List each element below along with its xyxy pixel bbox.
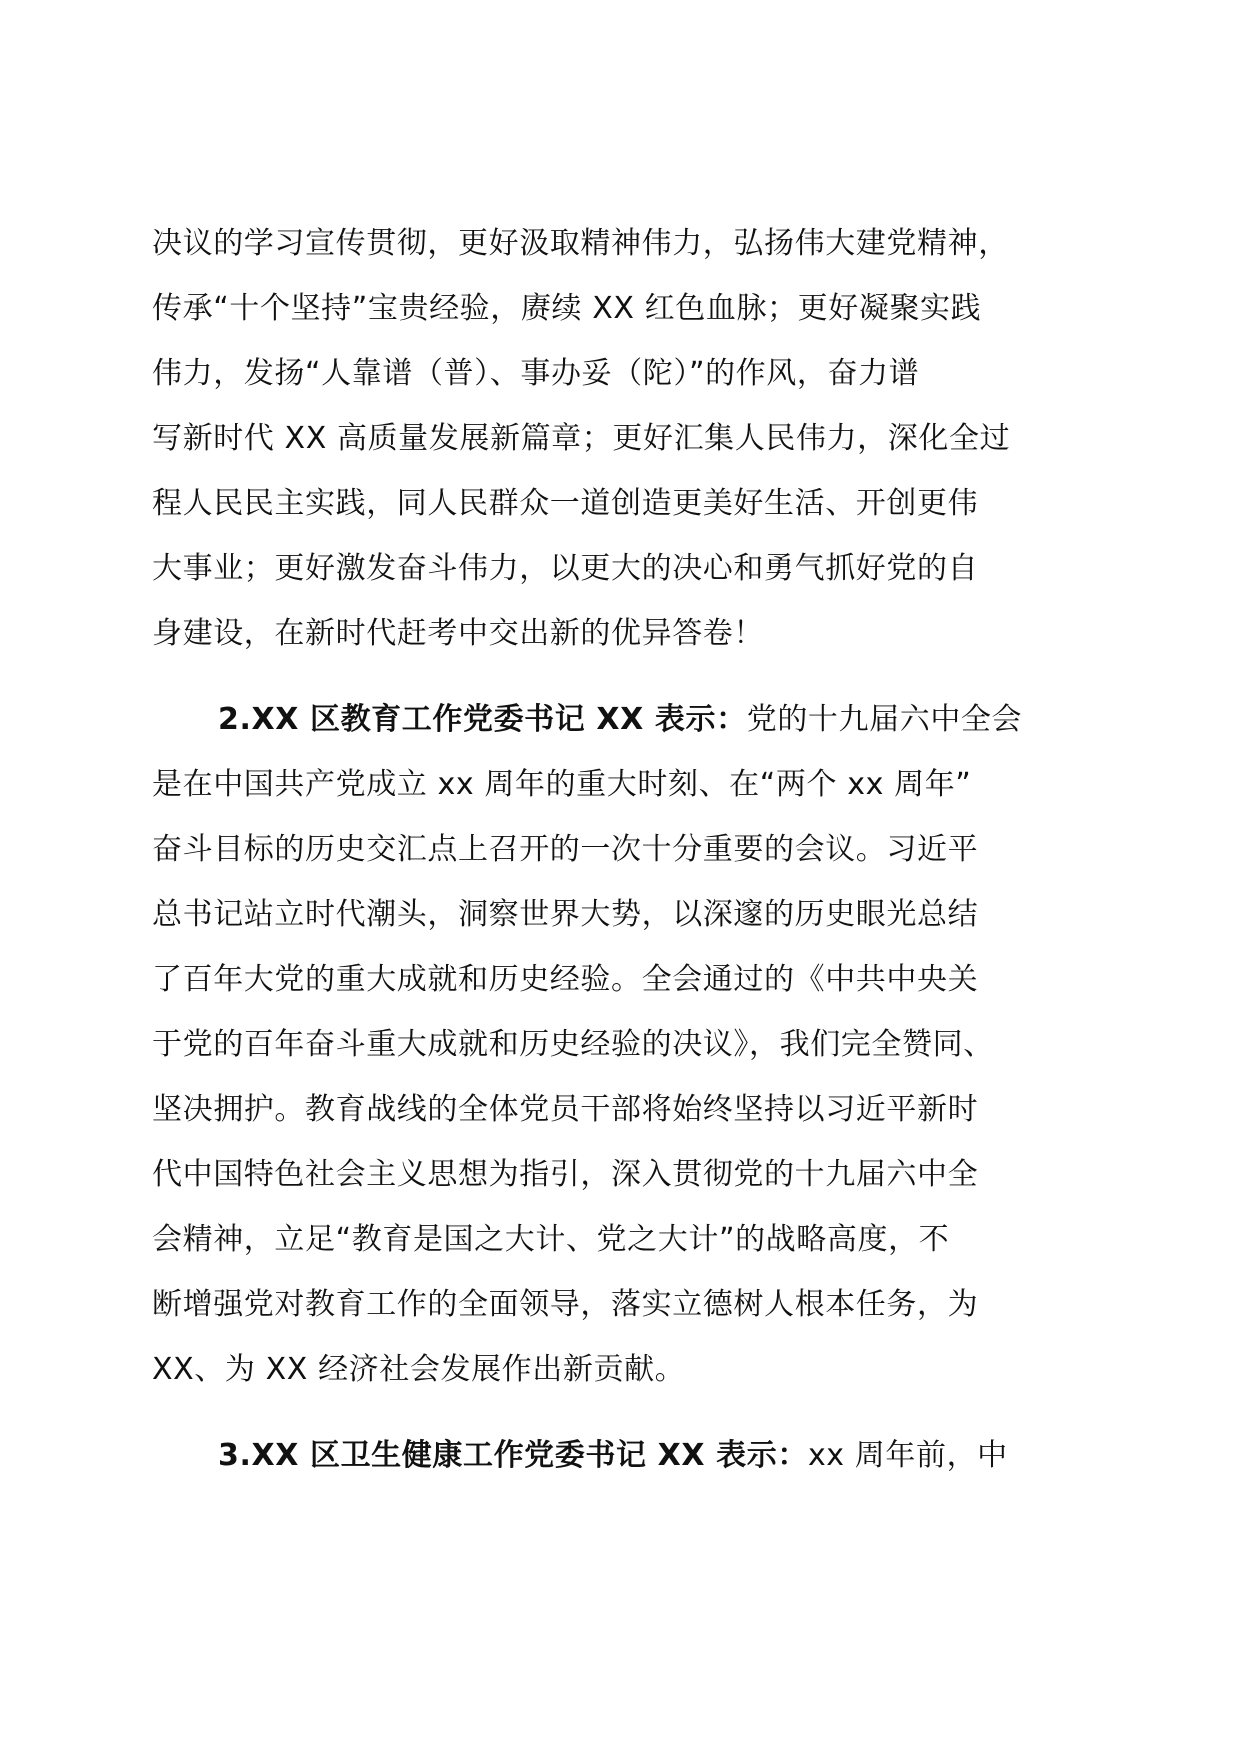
paragraph-1-line-1: 决议的学习宣传贯彻，更好汲取精神伟力，弘扬伟大建党精神，: [152, 226, 1009, 261]
paragraph-2-line-7: 坚决拥护。教育战线的全体党员干部将始终坚持以习近平新时: [152, 1092, 979, 1127]
paragraph-2-line-3: 奋斗目标的历史交汇点上召开的一次十分重要的会议。习近平: [152, 832, 979, 867]
paragraph-2-line-2: 是在中国共产党成立 xx 周年的重大时刻、在“两个 xx 周年”: [152, 767, 972, 802]
paragraph-1-line-5: 程人民民主实践，同人民群众一道创造更美好生活、开创更伟: [152, 486, 979, 521]
paragraph-1-line-6: 大事业；更好激发奋斗伟力，以更大的决心和勇气抓好党的自: [152, 551, 979, 586]
paragraph-2-line-10: 断增强党对教育工作的全面领导，落实立德树人根本任务，为: [152, 1287, 979, 1322]
paragraph-2-heading: 2.XX 区教育工作党委书记 XX 表示：: [218, 702, 747, 737]
paragraph-2-line-9: 会精神，立足“教育是国之大计、党之大计”的战略高度，不: [152, 1222, 950, 1257]
paragraph-2-line-6: 于党的百年奋斗重大成就和历史经验的决议》，我们完全赞同、: [152, 1027, 994, 1062]
paragraph-2-line-5: 了百年大党的重大成就和历史经验。全会通过的《中共中央关: [152, 962, 979, 997]
paragraph-2-line-8: 代中国特色社会主义思想为指引，深入贯彻党的十九届六中全: [152, 1157, 979, 1192]
paragraph-1-line-7: 身建设，在新时代赶考中交出新的优异答卷！: [152, 616, 764, 651]
paragraph-3-heading: 3.XX 区卫生健康工作党委书记 XX 表示：: [218, 1438, 808, 1473]
paragraph-1-line-3: 伟力，发扬“人靠谱（普）、事办妥（陀）”的作风，奋力谱: [152, 356, 920, 391]
paragraph-2-line-1: [218, 700, 1022, 740]
paragraph-2-first-line-text: 党的十九届六中全会: [746, 702, 1023, 737]
paragraph-1-line-2: 传承“十个坚持”宝贵经验，赓续 XX 红色血脉；更好凝聚实践: [152, 291, 982, 326]
paragraph-3-line-1: [218, 1436, 1008, 1476]
paragraph-2-line-11: XX、为 XX 经济社会发展作出新贡献。: [152, 1352, 686, 1387]
paragraph-3-first-line-text: xx 周年前，中: [807, 1438, 1008, 1473]
paragraph-1-line-4: 写新时代 XX 高质量发展新篇章；更好汇集人民伟力，深化全过: [152, 421, 1011, 456]
paragraph-2-line-4: 总书记站立时代潮头，洞察世界大势，以深邃的历史眼光总结: [152, 897, 979, 932]
